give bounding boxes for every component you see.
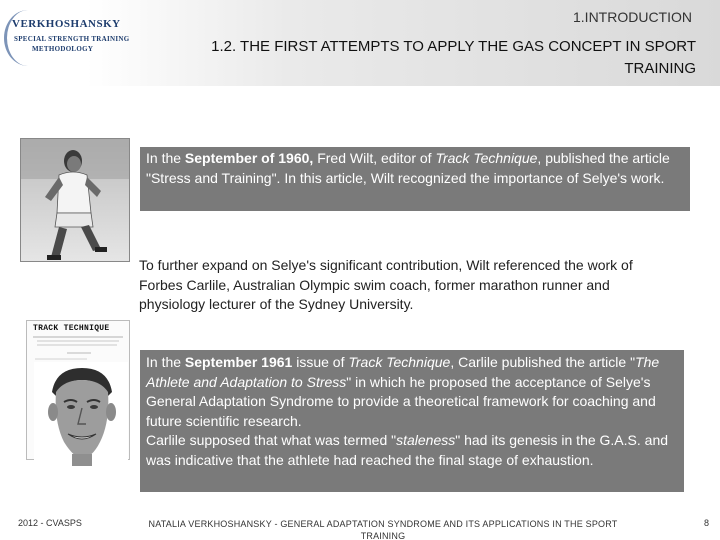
magazine-title: TRACK TECHNIQUE <box>33 324 110 333</box>
box2-publication: Track Technique <box>348 354 451 370</box>
footer-left: 2012 - CVASPS <box>18 518 82 528</box>
box2-date: September 1961 <box>184 354 293 370</box>
box2-text: issue of <box>292 354 349 370</box>
footer-center: NATALIA VERKHOSHANSKY - GENERAL ADAPTATION SYNDROME AND ITS APPLICATIONS IN THE SPORT TRAINING <box>148 519 618 540</box>
logo-text-sub2: METHODOLOGY <box>32 45 94 53</box>
portrait-illustration <box>34 362 128 466</box>
box2-term: staleness <box>396 432 456 448</box>
box1-publication: Track Technique <box>435 150 538 166</box>
box2-text: " had its genesis in the G.A.S. and was indicative that the athlete had reached the final stage of exhaustion. <box>146 432 669 468</box>
page-number: 8 <box>704 518 710 528</box>
carlile-paragraph: To further expand on Selye's significant contribution, Wilt referenced the work of Forbes Carlile, Australian Olympic swim coach, former marathon runner and physiology lecturer of the Sydney University. <box>139 257 633 312</box>
slide-title: 1.2. THE FIRST ATTEMPTS TO APPLY THE GAS CONCEPT IN SPORT TRAINING <box>211 38 696 77</box>
box1-text: In the <box>146 150 185 166</box>
logo-text-main: VERKHOSHANSKY <box>12 18 121 30</box>
box1-text: Fred Wilt, editor of <box>313 150 436 166</box>
box2-text: Carlile supposed that what was termed " <box>146 432 397 448</box>
carlile-textbox <box>140 350 684 492</box>
box1-date: September of 1960, <box>184 150 314 166</box>
box2-article-title: The Athlete and Adaptation to Stress <box>146 354 660 390</box>
box1-text: , published the article "Stress and Training". In this article, Wilt recognized the importance of Selye's work. <box>146 150 670 186</box>
box2-text: In the <box>146 354 185 370</box>
carlile-portrait <box>34 362 128 466</box>
runner-photo <box>20 138 130 262</box>
logo <box>4 4 130 66</box>
box2-text: " in which he proposed the acceptance of Selye's General Adaptation Syndrome to provide a theoretical framework for coaching and future scientific research. <box>146 373 656 429</box>
box2-text: , Carlile published the article " <box>450 354 636 370</box>
section-label: 1.INTRODUCTION <box>573 9 692 25</box>
logo-text-sub: SPECIAL STRENGTH TRAINING <box>14 35 130 43</box>
runner-illustration <box>21 139 130 262</box>
wilt-textbox <box>140 147 690 211</box>
